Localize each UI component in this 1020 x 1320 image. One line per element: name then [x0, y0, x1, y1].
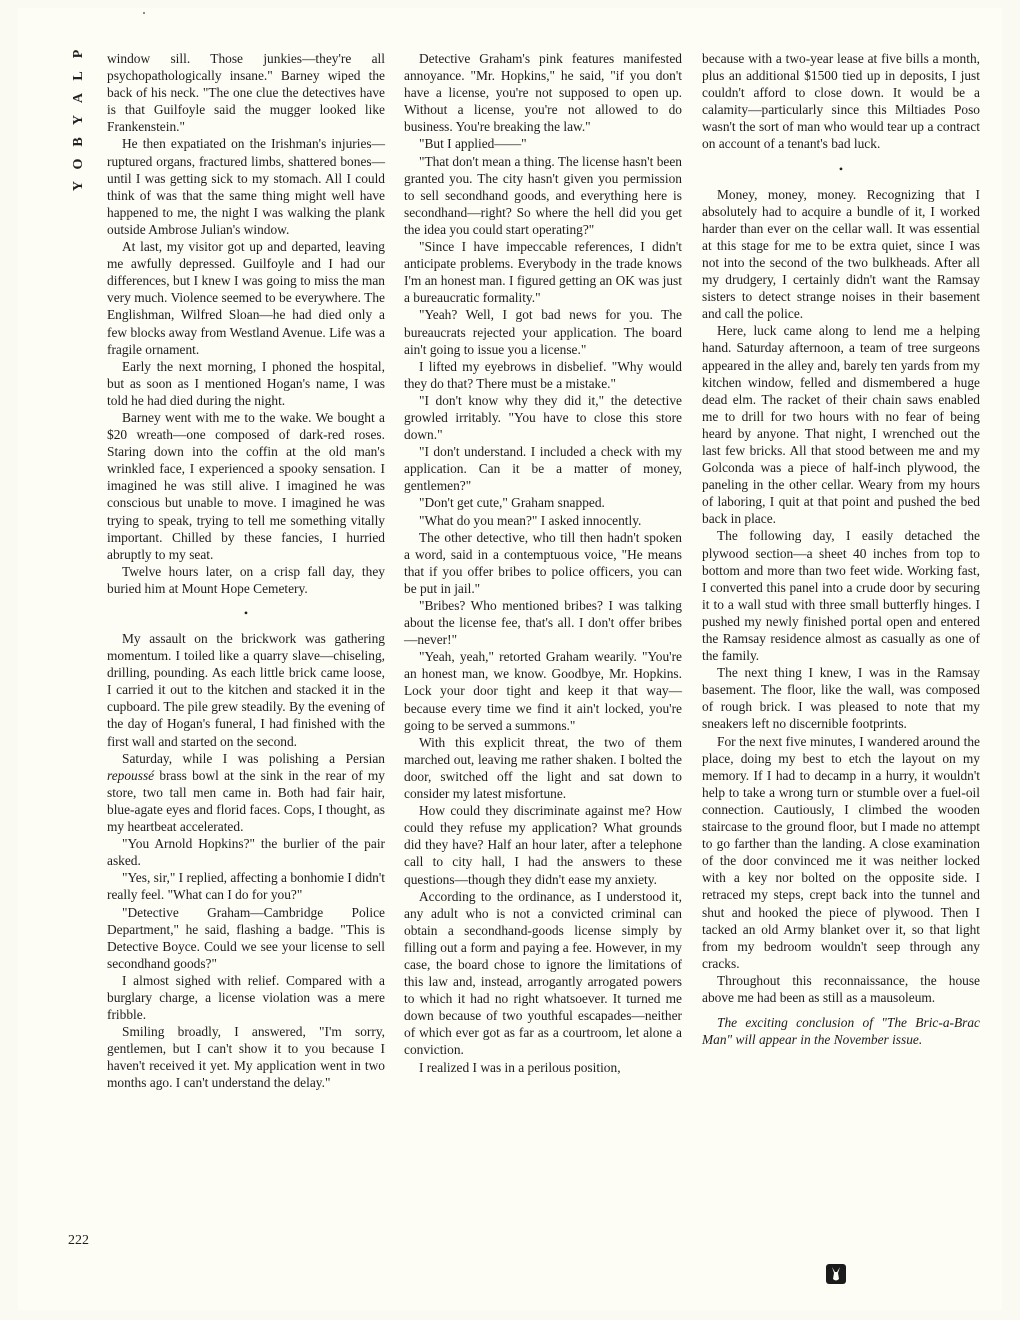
- magazine-letter: O: [71, 158, 86, 170]
- magazine-letter: P: [71, 49, 86, 59]
- paragraph: "But I applied——": [419, 136, 527, 152]
- paragraph: The following day, I easily detached the plywood section—a sheet 40 inches from top to bottom and more than two feet wide. Working fast, I converted this panel into a crude door by securing it to a wall stud with three small butterfly hinges. I pushed my newly finished portal open and entered the Ramsay residence almost as casually as one of the family.: [702, 528, 980, 664]
- paragraph: "Detective Graham—Cambridge Police Department," he said, flashing a badge. "This is Detective Boyce. Could we see your license to sell secondhand goods?": [107, 904, 385, 971]
- article-column-2: [404, 50, 682, 1076]
- magazine-letter: L: [71, 71, 86, 81]
- article-column-1: [107, 50, 385, 1092]
- paragraph: My assault on the brickwork was gathering momentum. I toiled like a quarry slave—chiseling, drilling, pounding. As each little brick came loose, I carried it out to the kitchen and stacked it in the cupboard. The pile grew steadily. By the evening of the day of Hogan's funeral, I had finished with the first wall and started on the second.: [107, 631, 385, 749]
- magazine-letter: B: [71, 137, 86, 147]
- paragraph: I realized I was in a perilous position,: [419, 1059, 621, 1075]
- magazine-letter: A: [71, 92, 86, 104]
- magazine-letter: Y: [71, 114, 86, 126]
- text-run: Saturday, while I was polishing a Persian: [122, 750, 385, 766]
- paragraph: The next thing I knew, I was in the Ramsay basement. The floor, like the wall, was composed of rough brick. I was pleased to note that my sneakers left no discernible footprints.: [702, 665, 980, 732]
- paragraph: "Yeah, yeah," retorted Graham wearily. "You're an honest man, we know. Goodbye, Mr. Hopkins. Lock your door tight and keep it that way—because every time we find it ain't locked, you're going to be served a summons.": [404, 649, 682, 733]
- text-run: brass bowl at the sink in the rear of my store, two tall men came in. Both had fair hair, blue-agate eyes and florid faces. Cops, I thought, as my heartbeat accelerated.: [107, 767, 385, 835]
- paragraph: "Yeah? Well, I got bad news for you. The bureaucrats rejected your application. The board ain't going to issue you a license.": [404, 307, 682, 357]
- page-number: 222: [68, 1233, 89, 1248]
- paragraph: Money, money, money. Recognizing that I absolutely had to acquire a bundle of it, I worked harder than ever on the cellar wall. It was essential at this stage for me to be extra quiet, since I was not into the second of the two bulkheads. After all my drudgery, I certainly didn't want the Ramsay sisters to detect strange noises in their basement and call the police.: [702, 186, 980, 322]
- paragraph: window sill. Those junkies—they're all psychopathologically insane." Barney wiped the back of his neck. "The one clue the detectives have is that Guilfoyle said the mugger looked like Frankenstein.": [107, 51, 385, 135]
- paragraph: For the next five minutes, I wandered around the place, doing my best to etch the layout on my memory. If I had to decamp in a hurry, it wouldn't help to take a wrong turn or stumble over a fuel-oil connection. Cautiously, I climbed the wooden staircase to the ground floor, but I made no attempt to go farther than the landing. A close examination of the door convinced me it was neither locked with a key nor bolted on the opposite side. I retraced my steps, crept back into the tunnel and shut and hooked the piece of plywood. Then I tacked an old Army blanket over it, so that light from my bedroom wouldn't seep through any cracks.: [702, 733, 980, 971]
- paragraph: "I don't know why they did it," the detective growled irritably. "You have to close this store down.": [404, 392, 682, 443]
- paragraph: "You Arnold Hopkins?" the burlier of the pair asked.: [107, 836, 385, 869]
- magazine-letter: Y: [71, 180, 86, 192]
- paragraph: Smiling broadly, I answered, "I'm sorry, gentlemen, but I can't show it to you because I haven't received it yet. My application went in two months ago. I can't understand the delay.": [107, 1024, 385, 1091]
- magazine-name-vertical: [66, 46, 92, 206]
- section-divider: •: [838, 161, 844, 176]
- section-divider: •: [243, 606, 249, 620]
- paragraph: How could they discriminate against me? How could they refuse my application? What grounds did they have? Half an hour later, after a telephone call to city hall, I had the answers to these questions—though they didn't ease my anxiety.: [404, 803, 682, 887]
- paragraph: Twelve hours later, on a crisp fall day, they buried him at Mount Hope Cemetery.: [107, 563, 385, 596]
- rabbit-head-icon: [826, 1264, 846, 1284]
- paragraph: With this explicit threat, the two of them marched out, leaving me rather shaken. I bolted the door, switched off the light and sat down to consider my latest misfortune.: [404, 734, 682, 802]
- paragraph: "Bribes? Who mentioned bribes? I was talking about the license fee, that's all. I don't offer bribes—never!": [404, 598, 682, 648]
- article-column-3: [702, 50, 980, 1048]
- paragraph: [107, 750, 385, 835]
- continuation-note: The exciting conclusion of "The Bric-a-Brac Man" will appear in the November issue.: [702, 1015, 980, 1048]
- paragraph: Early the next morning, I phoned the hospital, but as soon as I mentioned Hogan's name, I was told he had died during the night.: [107, 358, 385, 408]
- paragraph: "What do you mean?" I asked innocently.: [419, 512, 642, 528]
- italic-word: repoussé: [107, 767, 155, 783]
- paragraph: "I don't understand. I included a check with my application. Can it be a matter of money, gentlemen?": [404, 444, 682, 494]
- paragraph: "That don't mean a thing. The license hasn't been granted you. The city hasn't given you permission to sell secondhand goods, and everything here is secondhand—right? So where the hell did you get the idea you could start operating?": [404, 153, 682, 237]
- paragraph: According to the ordinance, as I understood it, any adult who is not a convicted criminal can obtain a secondhand-goods license simply by filling out a form and paying a fee. However, in my case, the board chose to ignore the limitations of this law and, instead, arrogantly arrogated powers to which it had no right whatsoever. It turned me down because of two youthful escapades—neither of which ever got as far as a courtroom, let alone a conviction.: [404, 888, 682, 1058]
- paragraph: Here, luck came along to lend me a helping hand. Saturday afternoon, a team of tree surgeons appeared in the alley and, barely ten yards from my kitchen window, felled and dismembered a huge dead elm. The racket of their chain saws enabled me to drill for two hours with no fear of being heard by anyone. That night, I wrenched out the last few bricks. All that stood between me and my Golconda was a piece of half-inch plywood, the paneling in the other cellar. Weary from my hours of laboring, I quit at that point and pushed the bed back in place.: [702, 323, 980, 527]
- paragraph: Barney went with me to the wake. We bought a $20 wreath—one composed of dark-red roses. Staring down into the coffin at the old man's wrinkled face, I experienced a spooky sensation. I imagined he was still alive. I imagined he was conscious but unable to move. I imagined he was trying to speak, trying to tell me something vitally important. Chilled by these fancies, I hurried abruptly to my seat.: [107, 409, 385, 562]
- print-fleck: [143, 12, 145, 14]
- paragraph: The other detective, who till then hadn't spoken a word, said in a contemptuous voice, "He means that if you offer bribes to police officers, you can be put in jail.": [404, 529, 682, 596]
- paragraph: "Don't get cute," Graham snapped.: [419, 495, 605, 511]
- paragraph: At last, my visitor got up and departed, leaving me awfully depressed. Guilfoyle and I had our differences, but I knew I was going to miss the man very much. Violence seemed to be everywhere. The Englishman, Wilfred Sloan—he had died only a few blocks away from Westland Avenue. Life was a fragile ornament.: [107, 239, 385, 357]
- paragraph: "Yes, sir," I replied, affecting a bonhomie I didn't really feel. "What can I do for you?": [107, 870, 385, 903]
- paragraph: I lifted my eyebrows in disbelief. "Why would they do that? There must be a mistake.": [404, 358, 682, 391]
- paragraph: Throughout this reconnaissance, the house above me had been as still as a mausoleum.: [702, 972, 980, 1005]
- paragraph: Detective Graham's pink features manifested annoyance. "Mr. Hopkins," he said, "if you don't have a license, you're not supposed to open up. Without a license, you're not allowed to do business. You're breaking the law.": [404, 51, 682, 135]
- paragraph: "Since I have impeccable references, I didn't anticipate problems. Everybody in the trade knows I'm an honest man. I figured getting an OK was just a bureaucratic formality.": [404, 239, 682, 306]
- paragraph: I almost sighed with relief. Compared with a burglary charge, a license violation was a mere fribble.: [107, 972, 385, 1023]
- paragraph: He then expatiated on the Irishman's injuries—ruptured organs, fractured limbs, shattered bones—until I was getting sick to my stomach. All I could think of was that the same thing might well have happened to me, the night I was walking the plank outside Ambrose Julian's window.: [107, 136, 385, 237]
- paragraph: because with a two-year lease at five bills a month, plus an additional $1500 tied up in deposits, I just couldn't afford to close down. It would be a calamity—particularly since this Miltiades Poso wasn't the sort of man who would tear up a contract on account of a tenant's bad luck.: [702, 51, 980, 152]
